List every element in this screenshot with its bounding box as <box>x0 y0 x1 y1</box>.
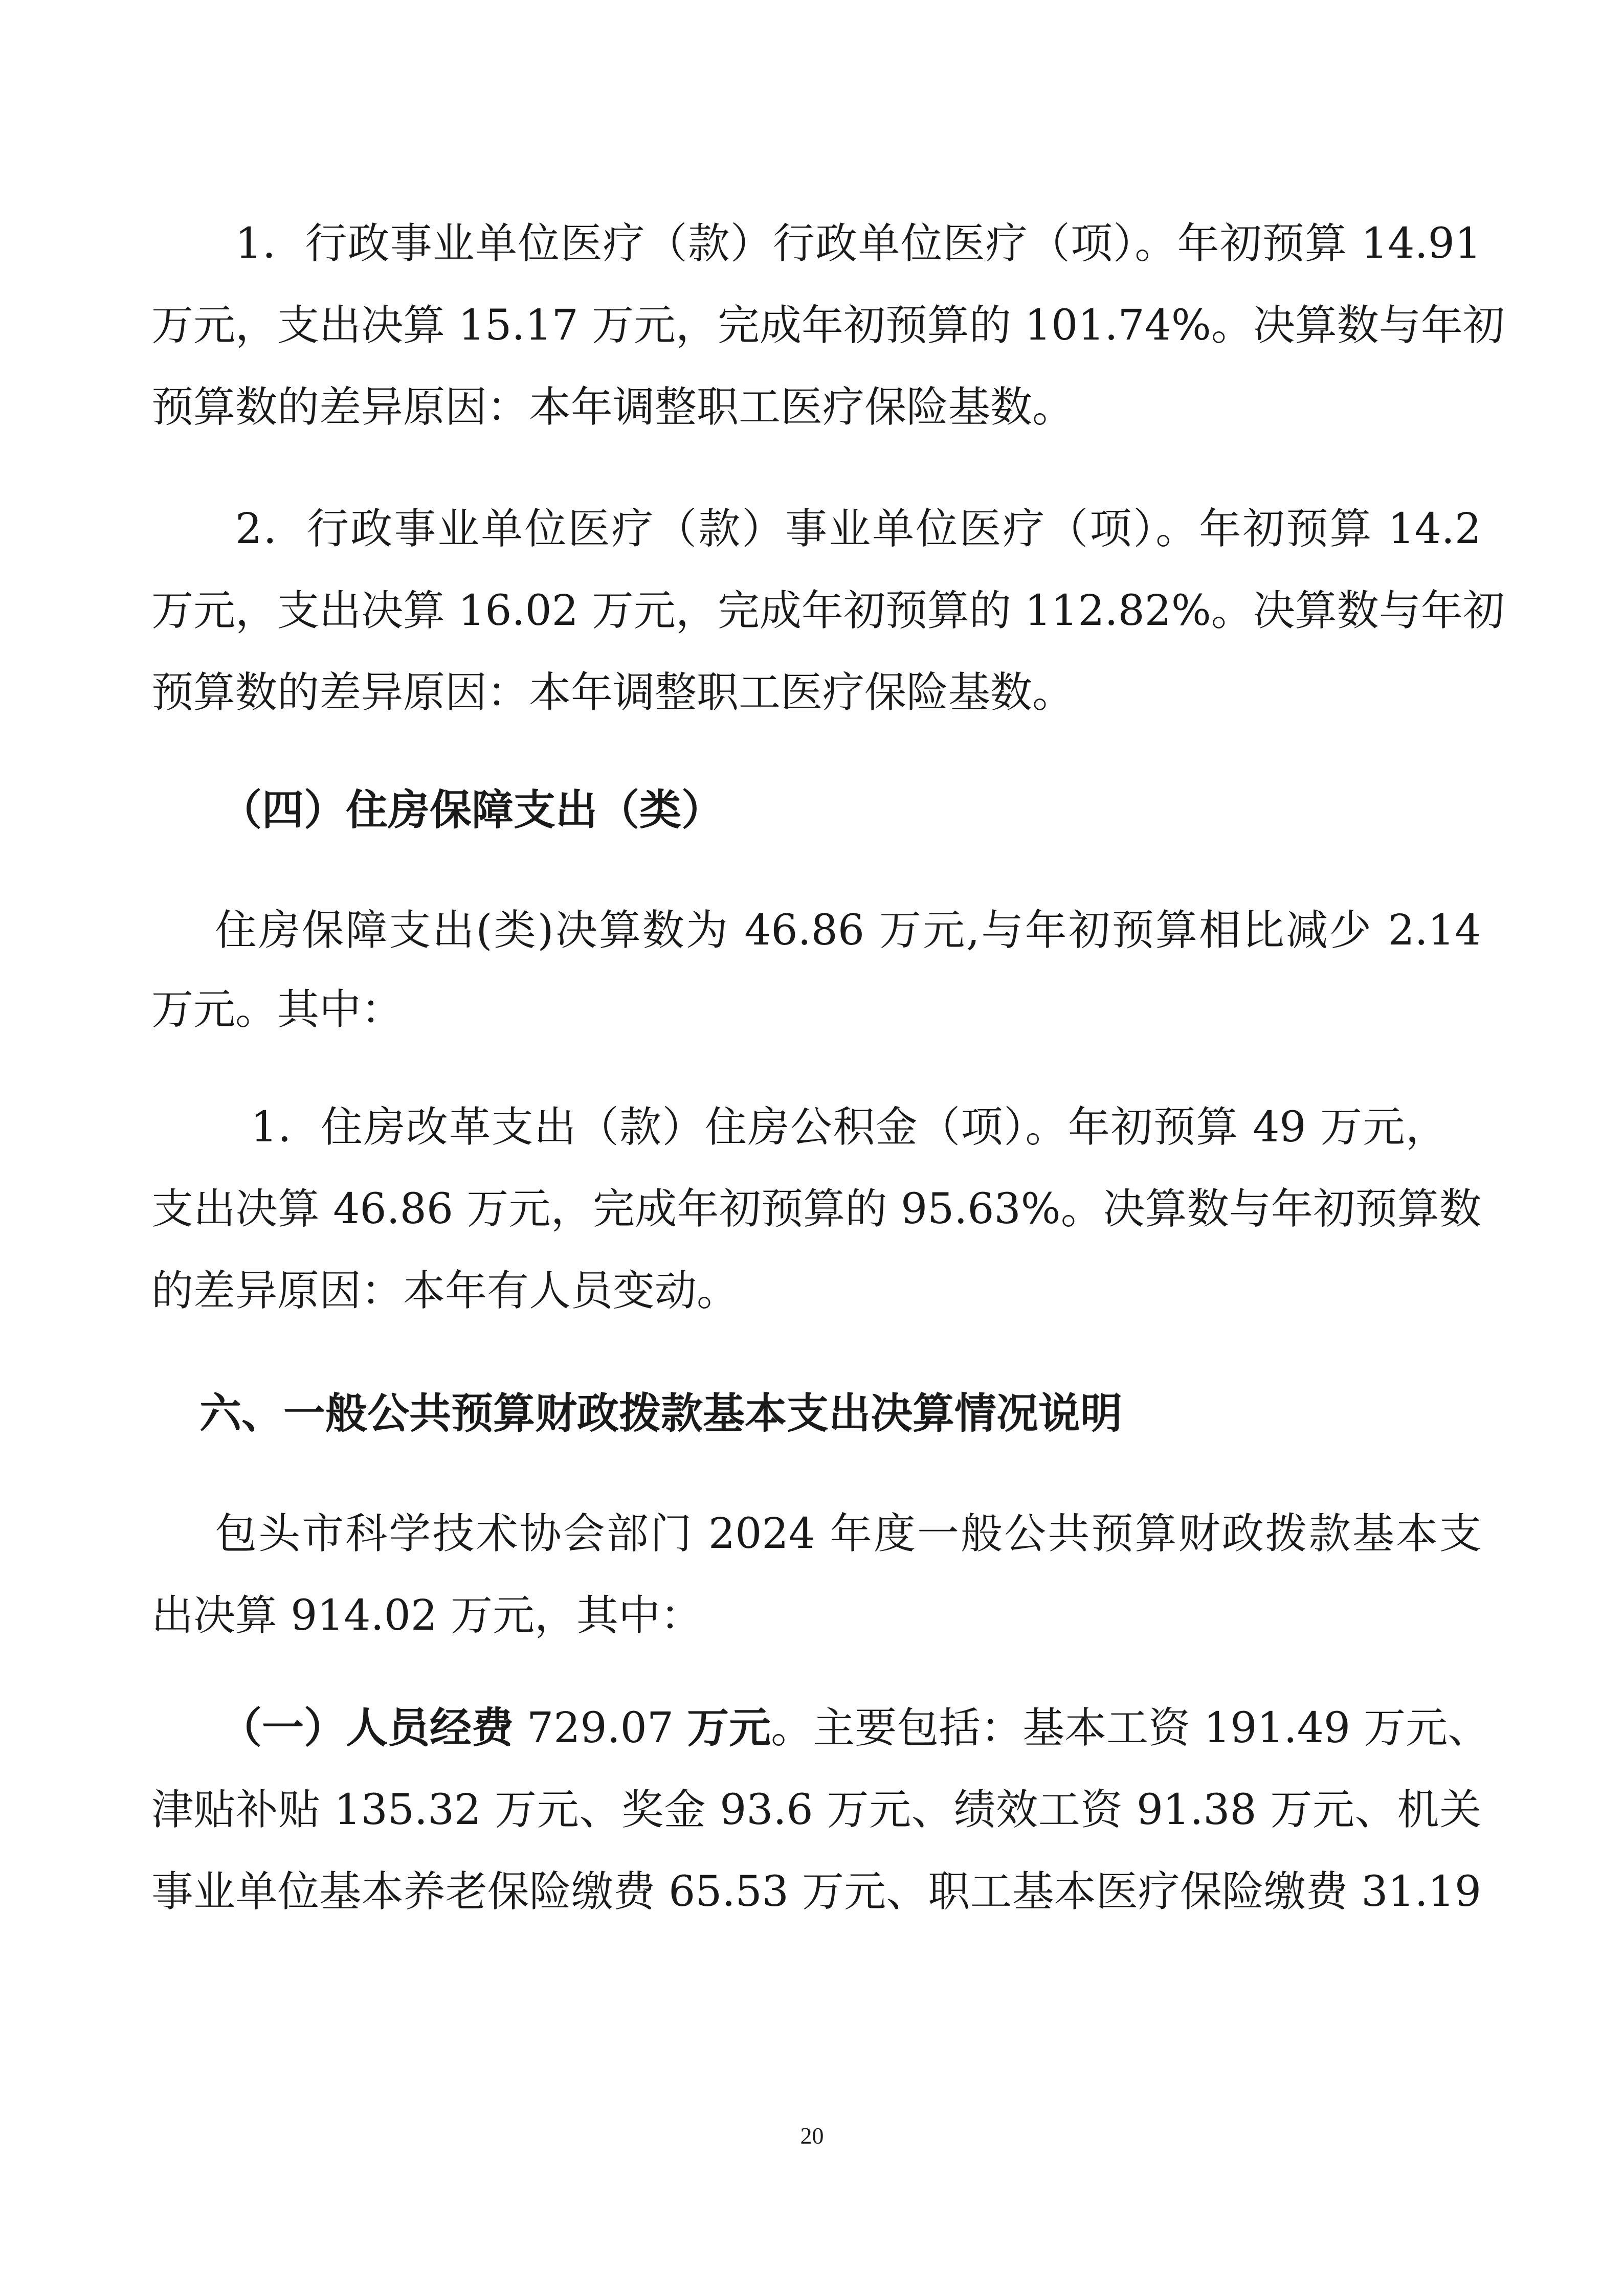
para6-line1 <box>220 1695 1490 1762</box>
para3-line1: 住房保障支出(类)决算数为 46.86 万元,与年初预算相比减少 2.14 <box>215 906 1481 955</box>
personnel-cost-label: （一）人员经费 <box>220 1704 514 1752</box>
para6-line3: 事业单位基本养老保险缴费 65.53 万元、职工基本医疗保险缴费 31.19 <box>151 1867 1481 1916</box>
para2-line2: 万元，支出决算 16.02 万元，完成年初预算的 112.82%。决算数与年初 <box>151 587 1505 635</box>
para2-line3: 预算数的差异原因：本年调整职工医疗保险基数。 <box>151 668 1075 717</box>
personnel-cost-details: 。主要包括：基本工资 191.49 万元、 <box>771 1704 1490 1752</box>
para1-line1: 1．行政事业单位医疗（款）行政单位医疗（项）。年初预算 14.91 <box>235 219 1481 268</box>
para5-line1: 包头市科学技术协会部门 2024 年度一般公共预算财政拨款基本支 <box>215 1510 1481 1558</box>
section-heading-housing: （四）住房保障支出（类） <box>220 786 724 835</box>
para4-line2: 支出决算 46.86 万元，完成年初预算的 95.63%。决算数与年初预算数 <box>151 1185 1481 1233</box>
para4-line3: 的差异原因：本年有人员变动。 <box>151 1267 739 1315</box>
para1-line2: 万元，支出决算 15.17 万元，完成年初预算的 101.74%。决算数与年初 <box>151 301 1505 350</box>
para6-line2: 津贴补贴 135.32 万元、奖金 93.6 万元、绩效工资 91.38 万元、机关 <box>151 1786 1481 1834</box>
section-title-6: 六、一般公共预算财政拨款基本支出决算情况说明 <box>199 1389 1123 1438</box>
personnel-cost-amount: 729.07 <box>514 1704 687 1752</box>
para1-line3: 预算数的差异原因：本年调整职工医疗保险基数。 <box>151 383 1075 432</box>
page-number: 20 <box>800 2123 824 2149</box>
personnel-cost-unit: 万元 <box>687 1704 771 1752</box>
para2-line1: 2．行政事业单位医疗（款）事业单位医疗（项）。年初预算 14.2 <box>235 505 1481 553</box>
para3-line2: 万元。其中： <box>151 985 404 1034</box>
para5-line2: 出决算 914.02 万元，其中： <box>151 1591 703 1640</box>
para4-line1: 1．住房改革支出（款）住房公积金（项）。年初预算 49 万元， <box>251 1103 1448 1152</box>
